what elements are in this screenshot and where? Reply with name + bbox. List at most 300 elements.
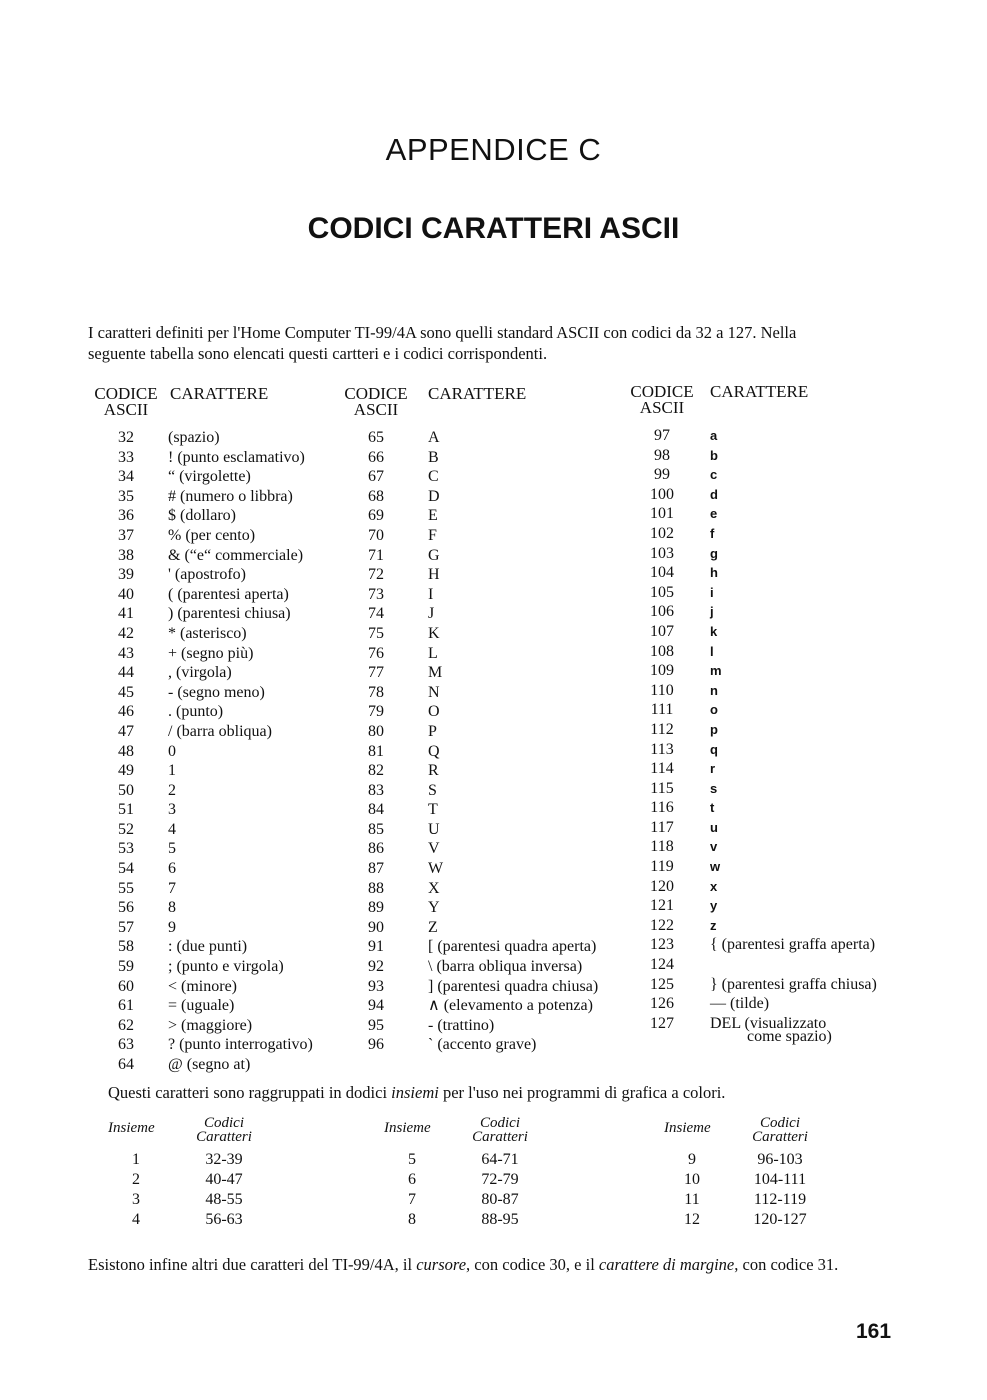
header-ascii-label: ASCII	[353, 400, 399, 419]
ascii-character: m	[710, 663, 722, 679]
ascii-row	[340, 487, 630, 507]
ascii-character: Z	[428, 918, 438, 936]
ascii-row	[88, 1035, 338, 1055]
ascii-character: t	[710, 800, 715, 816]
ascii-row	[340, 702, 630, 722]
code-range: 80-87	[481, 1191, 519, 1208]
ascii-code: 122	[650, 916, 674, 934]
ascii-character: L	[428, 644, 438, 662]
ascii-row	[626, 877, 926, 897]
ascii-row	[340, 918, 630, 938]
header-codes-line: Codici	[204, 1115, 244, 1131]
ascii-row	[340, 604, 630, 624]
ascii-row	[88, 879, 338, 899]
ascii-row	[88, 546, 338, 566]
ascii-row	[626, 720, 926, 740]
ascii-row	[340, 428, 630, 448]
ascii-code: 74	[368, 605, 384, 623]
ascii-code: 127	[650, 1014, 674, 1032]
ascii-row	[88, 898, 338, 918]
ascii-character: ` (accento grave)	[428, 1036, 537, 1054]
ascii-code: 111	[650, 701, 674, 719]
ascii-code: 42	[118, 624, 134, 642]
header-ascii-label: ASCII	[639, 398, 685, 417]
ascii-row	[626, 446, 926, 466]
header-char-label: CARATTERE	[170, 384, 269, 403]
header-code-label: CODICE	[344, 384, 408, 403]
ascii-code: 47	[118, 722, 134, 740]
ascii-row	[88, 800, 338, 820]
ascii-character: V	[428, 840, 440, 858]
ascii-row	[340, 742, 630, 762]
ascii-code: 50	[118, 781, 134, 799]
ascii-code: 58	[118, 938, 134, 956]
ascii-code: 48	[118, 742, 134, 760]
ascii-row	[88, 859, 338, 879]
set-number: 10	[684, 1171, 700, 1188]
ascii-character: \ (barra obliqua inversa)	[428, 958, 583, 976]
ascii-character: e	[710, 506, 718, 522]
ascii-row	[88, 1016, 338, 1036]
ascii-character: U	[428, 820, 440, 838]
ascii-character: j	[710, 604, 714, 620]
ascii-character: l	[710, 643, 714, 659]
ascii-code: 46	[118, 703, 134, 721]
ascii-code: 109	[650, 662, 674, 680]
ascii-row	[340, 565, 630, 585]
ascii-row	[626, 524, 926, 544]
ascii-row	[340, 879, 630, 899]
ascii-character: 5	[168, 840, 176, 858]
ascii-character: B	[428, 448, 439, 466]
ascii-row	[340, 448, 630, 468]
ascii-code: 76	[368, 644, 384, 662]
ascii-character: d	[710, 486, 718, 502]
ascii-code: 49	[118, 762, 134, 780]
ascii-row	[340, 761, 630, 781]
ascii-code: 89	[368, 899, 384, 917]
ascii-character: Y	[428, 899, 440, 917]
ascii-row	[626, 485, 926, 505]
ascii-character: 8	[168, 899, 176, 917]
ascii-row	[626, 779, 926, 799]
ascii-character: “ (virgolette)	[168, 468, 251, 486]
ascii-row	[88, 1055, 338, 1075]
page-title: CODICI CARATTERI ASCII	[307, 212, 680, 245]
ascii-row	[340, 526, 630, 546]
header-set-label: Insieme	[108, 1120, 155, 1136]
final-text: Esistono infine altri due caratteri del TI-99/4A, il	[88, 1255, 417, 1274]
header-ascii-label: ASCII	[103, 400, 149, 419]
ascii-code: 68	[368, 487, 384, 505]
ascii-character: ? (punto interrogativo)	[168, 1036, 313, 1054]
set-number: 8	[408, 1211, 416, 1228]
ascii-row	[88, 996, 338, 1016]
code-range: 104-111	[753, 1171, 807, 1188]
ascii-code: 104	[650, 564, 674, 582]
ascii-character: (spazio)	[168, 429, 220, 446]
appendix-heading: APPENDICE C	[385, 132, 602, 167]
ascii-code: 101	[650, 505, 674, 523]
ascii-row	[88, 448, 338, 468]
ascii-code: 73	[368, 585, 384, 603]
ascii-row	[626, 426, 926, 446]
header-codes-label	[742, 1116, 818, 1144]
intro-line: I caratteri definiti per l'Home Computer TI-99/4A sono quelli standard ASCII con codici da 32 a 127. Nella	[88, 323, 797, 342]
header-set-label: Insieme	[384, 1120, 431, 1136]
ascii-row	[88, 506, 338, 526]
ascii-character: @ (segno at)	[168, 1056, 251, 1073]
ascii-character: } (parentesi graffa chiusa)	[710, 975, 877, 993]
ascii-row	[626, 916, 926, 936]
ascii-character: / (barra obliqua)	[168, 722, 272, 740]
ascii-code: 108	[650, 642, 674, 660]
ascii-character: - (segno meno)	[168, 683, 265, 701]
ascii-character: - (trattino)	[428, 1016, 495, 1034]
ascii-row	[340, 996, 630, 1016]
ascii-row	[340, 546, 630, 566]
ascii-character: — (tilde)	[710, 995, 770, 1013]
ascii-character: K	[428, 624, 440, 642]
ascii-code: 114	[650, 760, 674, 778]
ascii-character: DEL (visualizzato	[710, 1014, 827, 1032]
ascii-character: [ (parentesi quadra aperta)	[428, 938, 597, 956]
ascii-code: 67	[368, 468, 384, 486]
ascii-code: 71	[368, 546, 384, 564]
ascii-code: 81	[368, 742, 384, 760]
ascii-code: 54	[118, 860, 134, 878]
ascii-row	[626, 935, 926, 955]
ascii-code: 61	[118, 997, 134, 1015]
ascii-code: 84	[368, 801, 384, 819]
ascii-code: 64	[118, 1056, 134, 1073]
ascii-code: 125	[650, 975, 674, 993]
ascii-character: 6	[168, 860, 176, 878]
ascii-code: 66	[368, 448, 384, 466]
ascii-character: b	[710, 447, 718, 463]
ascii-row	[626, 602, 926, 622]
ascii-character: ' (apostrofo)	[168, 566, 246, 584]
ascii-row	[340, 957, 630, 977]
final-emphasis: carattere di margine	[598, 1255, 735, 1274]
code-range: 72-79	[481, 1171, 519, 1188]
ascii-row	[88, 937, 338, 957]
ascii-row	[88, 487, 338, 507]
ascii-character: 4	[168, 820, 176, 838]
ascii-character: G	[428, 546, 440, 564]
column-header	[626, 384, 926, 426]
ascii-code: 56	[118, 899, 134, 917]
ascii-row	[88, 781, 338, 801]
header-codes-label	[186, 1116, 262, 1144]
ascii-code: 40	[118, 585, 134, 603]
ascii-row	[626, 700, 926, 720]
ascii-row	[88, 565, 338, 585]
ascii-column-2	[340, 386, 630, 1055]
ascii-row	[340, 585, 630, 605]
ascii-code: 57	[118, 918, 134, 936]
ascii-code: 44	[118, 664, 134, 682]
header-code-label: CODICE	[94, 384, 158, 403]
ascii-row	[626, 818, 926, 838]
ascii-code: 62	[118, 1016, 134, 1034]
code-range: 40-47	[205, 1171, 243, 1188]
ascii-character: . (punto)	[168, 703, 224, 721]
header-codes-line: Caratteri	[196, 1129, 252, 1145]
ascii-row	[626, 896, 926, 916]
ascii-code: 99	[654, 466, 670, 484]
ascii-code: 113	[650, 740, 674, 758]
ascii-code: 100	[650, 485, 674, 503]
ascii-row	[626, 857, 926, 877]
groups-intro-emphasis: insiemi	[391, 1083, 439, 1102]
ascii-character: = (uguale)	[168, 997, 235, 1015]
ascii-character: Q	[428, 742, 440, 760]
ascii-character: o	[710, 702, 718, 718]
code-range: 48-55	[205, 1191, 243, 1208]
column-header	[88, 386, 338, 428]
ascii-character: X	[428, 879, 440, 897]
ascii-row	[88, 604, 338, 624]
page-number: 161	[856, 1320, 892, 1343]
ascii-code: 36	[118, 507, 134, 525]
ascii-row	[340, 1035, 630, 1055]
ascii-code: 37	[118, 526, 134, 544]
ascii-character: x	[710, 878, 718, 894]
ascii-character: 3	[168, 801, 176, 819]
set-number: 11	[684, 1191, 700, 1208]
ascii-character: ] (parentesi quadra chiusa)	[428, 977, 599, 995]
ascii-code: 38	[118, 546, 134, 564]
header-char-label: CARATTERE	[710, 382, 809, 401]
ascii-row	[626, 622, 926, 642]
ascii-character: k	[710, 623, 718, 639]
ascii-character: , (virgola)	[168, 664, 232, 682]
ascii-character: ! (punto esclamativo)	[168, 448, 305, 466]
ascii-code: 69	[368, 507, 384, 525]
set-number: 7	[408, 1191, 416, 1208]
column-header	[340, 386, 630, 428]
ascii-code: 35	[118, 487, 134, 505]
ascii-character: S	[428, 781, 437, 799]
ascii-character: 9	[168, 918, 176, 936]
ascii-row	[88, 722, 338, 742]
ascii-row	[88, 918, 338, 938]
code-range: 120-127	[753, 1211, 807, 1228]
ascii-character: R	[428, 762, 439, 780]
ascii-character: ∧ (elevamento a potenza)	[428, 997, 593, 1015]
code-range: 32-39	[205, 1151, 243, 1168]
header-code-label: CODICE	[630, 382, 694, 401]
ascii-character: w	[710, 859, 721, 875]
ascii-character: ( (parentesi aperta)	[168, 585, 289, 603]
ascii-character: r	[710, 761, 716, 777]
ascii-code: 115	[650, 779, 674, 797]
ascii-row	[88, 977, 338, 997]
set-number: 3	[132, 1191, 140, 1208]
ascii-code: 32	[118, 429, 134, 446]
ascii-character: M	[428, 664, 443, 682]
ascii-code: 95	[368, 1016, 384, 1034]
ascii-character: D	[428, 487, 440, 505]
ascii-row	[88, 663, 338, 683]
ascii-code: 110	[650, 681, 674, 699]
ascii-character: & (“e“ commerciale)	[168, 546, 304, 564]
code-range: 96-103	[757, 1151, 803, 1168]
code-range: 88-95	[481, 1211, 519, 1228]
ascii-character: 2	[168, 781, 176, 799]
ascii-code: 98	[654, 446, 670, 464]
ascii-row	[88, 585, 338, 605]
ascii-code: 112	[650, 720, 674, 738]
ascii-code: 77	[368, 664, 384, 682]
final-paragraph	[88, 1255, 838, 1275]
ascii-row	[340, 624, 630, 644]
ascii-row	[340, 859, 630, 879]
ascii-character: i	[710, 584, 714, 600]
ascii-code: 79	[368, 703, 384, 721]
ascii-code: 124	[650, 956, 674, 974]
ascii-character: : (due punti)	[168, 938, 248, 956]
ascii-row	[340, 820, 630, 840]
ascii-row	[88, 428, 338, 448]
ascii-row	[340, 683, 630, 703]
ascii-code: 33	[118, 448, 134, 466]
ascii-row	[340, 722, 630, 742]
ascii-code: 39	[118, 566, 134, 584]
ascii-code: 82	[368, 762, 384, 780]
ascii-row	[340, 937, 630, 957]
ascii-row	[340, 800, 630, 820]
ascii-row	[626, 975, 926, 995]
ascii-code: 53	[118, 840, 134, 858]
ascii-character: A	[428, 429, 440, 446]
ascii-character: < (minore)	[168, 977, 237, 995]
ascii-row	[340, 663, 630, 683]
ascii-character: { (parentesi graffa aperta)	[710, 936, 876, 954]
ascii-character: H	[428, 566, 440, 584]
ascii-code: 55	[118, 879, 134, 897]
ascii-code: 105	[650, 583, 674, 601]
ascii-code: 72	[368, 566, 384, 584]
header-codes-line: Codici	[760, 1115, 800, 1131]
ascii-code: 43	[118, 644, 134, 662]
ascii-code: 96	[368, 1036, 384, 1054]
ascii-character: s	[710, 780, 718, 796]
ascii-character: N	[428, 683, 440, 701]
ascii-row	[626, 759, 926, 779]
ascii-code: 78	[368, 683, 384, 701]
set-number: 1	[132, 1151, 140, 1168]
ascii-code: 65	[368, 429, 384, 446]
header-codes-line: Caratteri	[752, 1129, 808, 1145]
ascii-code: 51	[118, 801, 134, 819]
ascii-character: ) (parentesi chiusa)	[168, 605, 291, 623]
ascii-row	[626, 544, 926, 564]
ascii-row	[626, 681, 926, 701]
ascii-code: 117	[650, 818, 674, 836]
ascii-character: v	[710, 839, 718, 855]
ascii-row	[340, 644, 630, 664]
ascii-row	[88, 624, 338, 644]
ascii-code: 63	[118, 1036, 134, 1054]
ascii-character: ; (punto e virgola)	[168, 958, 284, 976]
ascii-row	[88, 526, 338, 546]
ascii-code: 107	[650, 622, 674, 640]
ascii-row	[626, 955, 926, 975]
ascii-character: c	[710, 467, 718, 483]
set-number: 4	[132, 1211, 140, 1228]
ascii-character: u	[710, 819, 718, 835]
ascii-code: 80	[368, 722, 384, 740]
ascii-character: a	[710, 428, 718, 443]
ascii-code: 60	[118, 977, 134, 995]
intro-line: seguente tabella sono elencati questi cartteri e i codici corrispondenti.	[88, 344, 548, 363]
ascii-character: n	[710, 682, 718, 698]
ascii-code: 87	[368, 860, 384, 878]
header-codes-line: Codici	[480, 1115, 520, 1131]
code-range: 64-71	[481, 1151, 519, 1168]
ascii-code: 116	[650, 799, 674, 817]
ascii-code: 126	[650, 995, 674, 1013]
header-char-label: CARATTERE	[428, 384, 527, 403]
groups-intro-text: per l'uso nei programmi di grafica a colori.	[438, 1083, 726, 1102]
ascii-code: 102	[650, 524, 674, 542]
header-codes-line: Caratteri	[472, 1129, 528, 1145]
ascii-code: 91	[368, 938, 384, 956]
final-text: , con codice 30, e il	[466, 1255, 599, 1274]
ascii-character: 7	[168, 879, 176, 897]
ascii-row	[340, 781, 630, 801]
ascii-code: 86	[368, 840, 384, 858]
ascii-code: 41	[118, 605, 134, 623]
groups-intro-text: Questi caratteri sono raggruppati in dodici	[108, 1083, 392, 1102]
ascii-row	[88, 820, 338, 840]
code-range: 112-119	[753, 1191, 807, 1208]
ascii-character: % (per cento)	[168, 526, 256, 544]
ascii-row	[340, 977, 630, 997]
ascii-character: y	[710, 898, 718, 914]
ascii-row	[626, 798, 926, 818]
ascii-code: 70	[368, 526, 384, 544]
intro-paragraph	[88, 322, 888, 364]
ascii-character: I	[428, 585, 434, 603]
ascii-character: J	[428, 605, 435, 623]
set-number: 9	[688, 1151, 696, 1168]
ascii-character: * (asterisco)	[168, 624, 247, 642]
ascii-row	[88, 839, 338, 859]
ascii-character: p	[710, 721, 718, 737]
set-number: 12	[684, 1211, 700, 1228]
ascii-row	[88, 957, 338, 977]
ascii-row	[88, 467, 338, 487]
ascii-character: # (numero o libbra)	[168, 487, 293, 505]
ascii-character: P	[428, 722, 437, 740]
ascii-character: f	[710, 525, 715, 541]
ascii-row	[626, 837, 926, 857]
final-emphasis: cursore	[416, 1255, 467, 1274]
ascii-character: > (maggiore)	[168, 1016, 253, 1034]
header-codes-label	[462, 1116, 538, 1144]
ascii-row	[88, 644, 338, 664]
ascii-row	[626, 465, 926, 485]
ascii-character: h	[710, 565, 718, 581]
ascii-character: F	[428, 526, 437, 544]
ascii-row	[626, 661, 926, 681]
ascii-row	[88, 683, 338, 703]
ascii-code: 85	[368, 820, 384, 838]
ascii-character: 0	[168, 742, 176, 760]
